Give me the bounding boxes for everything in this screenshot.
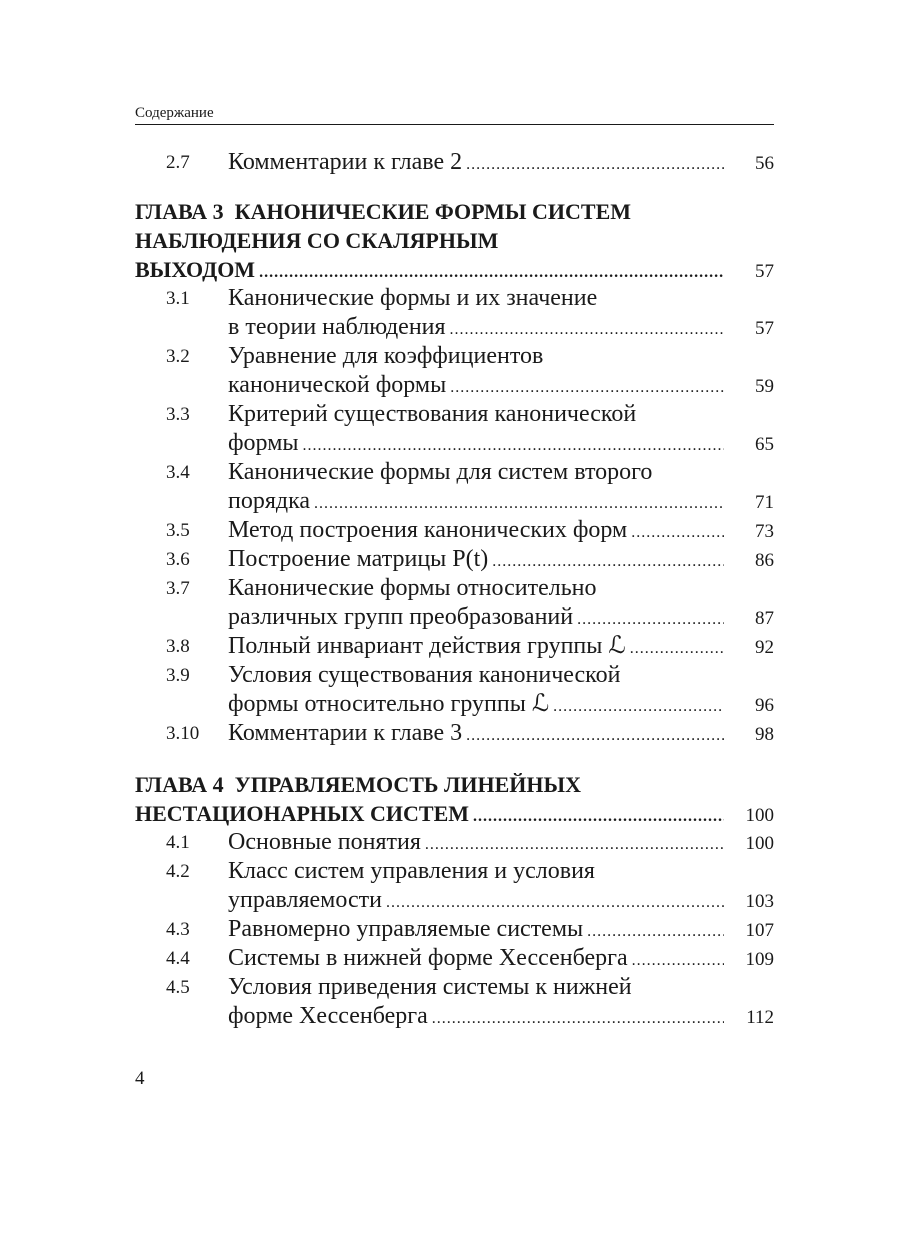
- page-number: 98: [755, 724, 774, 745]
- page-number: 107: [745, 920, 774, 941]
- toc-entry-3-3[interactable]: [135, 400, 774, 429]
- section-number: 3.4: [166, 462, 190, 483]
- toc-entry-4-2-cont[interactable]: [135, 886, 774, 915]
- page-number: 100: [745, 833, 774, 854]
- page-number: 56: [755, 153, 774, 174]
- spacer: [135, 177, 774, 197]
- section-title: Равномерно управляемые системы: [228, 916, 584, 942]
- toc-entry-3-7[interactable]: [135, 574, 774, 603]
- dot-leader: [425, 830, 724, 859]
- section-title: Класс систем управления и условия: [228, 858, 595, 884]
- chapter-title: ВЫХОДОМ: [135, 257, 256, 282]
- section-number: 3.6: [166, 549, 190, 570]
- section-title: Канонические формы для систем второго: [228, 459, 653, 485]
- section-title: Комментарии к главе 3: [228, 720, 463, 746]
- dot-leader: [632, 946, 724, 975]
- toc-entry-4-5-cont[interactable]: [135, 1002, 774, 1031]
- toc-entry-2-7[interactable]: [135, 148, 774, 177]
- section-title: Канонические формы относительно: [228, 575, 597, 601]
- toc-chapter-4-line-1[interactable]: [135, 770, 774, 799]
- section-title: в теории наблюдения: [228, 314, 446, 340]
- section-title: Канонические формы и их значение: [228, 285, 598, 311]
- chapter-title: КАНОНИЧЕСКИЕ ФОРМЫ СИСТЕМ: [234, 199, 632, 224]
- toc-entry-4-1[interactable]: [135, 828, 774, 857]
- section-number: 3.2: [166, 346, 190, 367]
- toc-entry-4-2[interactable]: [135, 857, 774, 886]
- toc-entry-3-6[interactable]: [135, 545, 774, 574]
- dot-leader: [450, 373, 724, 402]
- section-number: 3.5: [166, 520, 190, 541]
- chapter-title: НЕСТАЦИОНАРНЫХ СИСТЕМ: [135, 801, 470, 826]
- dot-leader: [450, 315, 724, 344]
- section-title: формы относительно группы ℒ: [228, 691, 550, 717]
- page-number: 57: [755, 261, 774, 282]
- page-number: 87: [755, 608, 774, 629]
- section-number: 4.1: [166, 832, 190, 853]
- section-title: канонической формы: [228, 372, 447, 398]
- dot-leader: [587, 917, 724, 946]
- table-of-contents: [135, 148, 774, 1031]
- section-number: 4.2: [166, 861, 190, 882]
- toc-entry-3-2-cont[interactable]: [135, 371, 774, 400]
- section-title: Уравнение для коэффициентов: [228, 343, 544, 369]
- toc-entry-4-5[interactable]: [135, 973, 774, 1002]
- dot-leader: [631, 518, 724, 547]
- page-number: 100: [745, 805, 774, 826]
- dot-leader: [630, 634, 724, 663]
- page-number: 96: [755, 695, 774, 716]
- section-title: Комментарии к главе 2: [228, 149, 463, 175]
- section-title: Построение матрицы P(t): [228, 546, 489, 572]
- section-title: формы: [228, 430, 299, 456]
- toc-entry-3-1-cont[interactable]: [135, 313, 774, 342]
- section-number: 2.7: [166, 152, 190, 173]
- section-title: Системы в нижней форме Хессенберга: [228, 945, 628, 971]
- chapter-label: ГЛАВА 3: [135, 199, 224, 224]
- section-title: порядка: [228, 488, 311, 514]
- page-number: 92: [755, 637, 774, 658]
- section-title: управляемости: [228, 887, 382, 913]
- section-number: 4.3: [166, 919, 190, 940]
- toc-entry-4-4[interactable]: [135, 944, 774, 973]
- section-number: 3.9: [166, 665, 190, 686]
- section-number: 4.5: [166, 977, 190, 998]
- section-title: Критерий существования канонической: [228, 401, 637, 427]
- running-title: Содержание: [135, 102, 774, 125]
- section-title: Условия существования канонической: [228, 662, 621, 688]
- page-number: 71: [755, 492, 774, 513]
- toc-chapter-4-line-2[interactable]: [135, 799, 774, 828]
- dot-leader: [577, 605, 724, 634]
- section-title: Полный инвариант действия группы ℒ: [228, 633, 626, 659]
- folio-page-number: 4: [135, 1068, 145, 1089]
- page-number: 112: [746, 1007, 774, 1028]
- dot-leader: [473, 802, 724, 831]
- dot-leader: [492, 547, 724, 576]
- dot-leader: [432, 1004, 724, 1033]
- toc-entry-3-4-cont[interactable]: [135, 487, 774, 516]
- page-number: 59: [755, 376, 774, 397]
- spacer: [135, 748, 774, 770]
- page-number: 103: [745, 891, 774, 912]
- dot-leader: [466, 150, 724, 179]
- page-number: 86: [755, 550, 774, 571]
- toc-chapter-3-line-3[interactable]: [135, 255, 774, 284]
- section-title: Метод построения канонических форм: [228, 517, 628, 543]
- section-title: Основные понятия: [228, 829, 421, 855]
- page: [135, 0, 774, 1241]
- section-title: различных групп преобразований: [228, 604, 574, 630]
- dot-leader: [314, 489, 724, 518]
- page-number: 57: [755, 318, 774, 339]
- dot-leader: [553, 692, 724, 721]
- chapter-label: ГЛАВА 4: [135, 772, 224, 797]
- section-number: 3.8: [166, 636, 190, 657]
- section-title: Условия приведения системы к нижней: [228, 974, 632, 1000]
- section-number: 3.10: [166, 723, 200, 744]
- toc-chapter-3-line-2[interactable]: [135, 226, 774, 255]
- page-number: 73: [755, 521, 774, 542]
- toc-entry-3-9[interactable]: [135, 661, 774, 690]
- toc-chapter-3-line-1[interactable]: [135, 197, 774, 226]
- dot-leader: [303, 431, 725, 460]
- toc-entry-3-2[interactable]: [135, 342, 774, 371]
- toc-entry-3-4[interactable]: [135, 458, 774, 487]
- section-number: 3.3: [166, 404, 190, 425]
- section-number: 4.4: [166, 948, 190, 969]
- toc-entry-3-7-cont[interactable]: [135, 603, 774, 632]
- toc-entry-3-5[interactable]: [135, 516, 774, 545]
- toc-entry-4-3[interactable]: [135, 915, 774, 944]
- chapter-title: НАБЛЮДЕНИЯ СО СКАЛЯРНЫМ: [135, 228, 499, 253]
- toc-entry-3-9-cont[interactable]: [135, 690, 774, 719]
- section-title: форме Хессенберга: [228, 1003, 428, 1029]
- section-number: 3.1: [166, 288, 190, 309]
- dot-leader: [259, 258, 724, 287]
- page-number: 65: [755, 434, 774, 455]
- page-number: 109: [745, 949, 774, 970]
- toc-entry-3-10[interactable]: [135, 719, 774, 748]
- dot-leader: [466, 721, 724, 750]
- toc-entry-3-3-cont[interactable]: [135, 429, 774, 458]
- chapter-title: УПРАВЛЯЕМОСТЬ ЛИНЕЙНЫХ: [234, 772, 581, 797]
- toc-entry-3-8[interactable]: [135, 632, 774, 661]
- toc-entry-3-1[interactable]: [135, 284, 774, 313]
- dot-leader: [386, 888, 724, 917]
- section-number: 3.7: [166, 578, 190, 599]
